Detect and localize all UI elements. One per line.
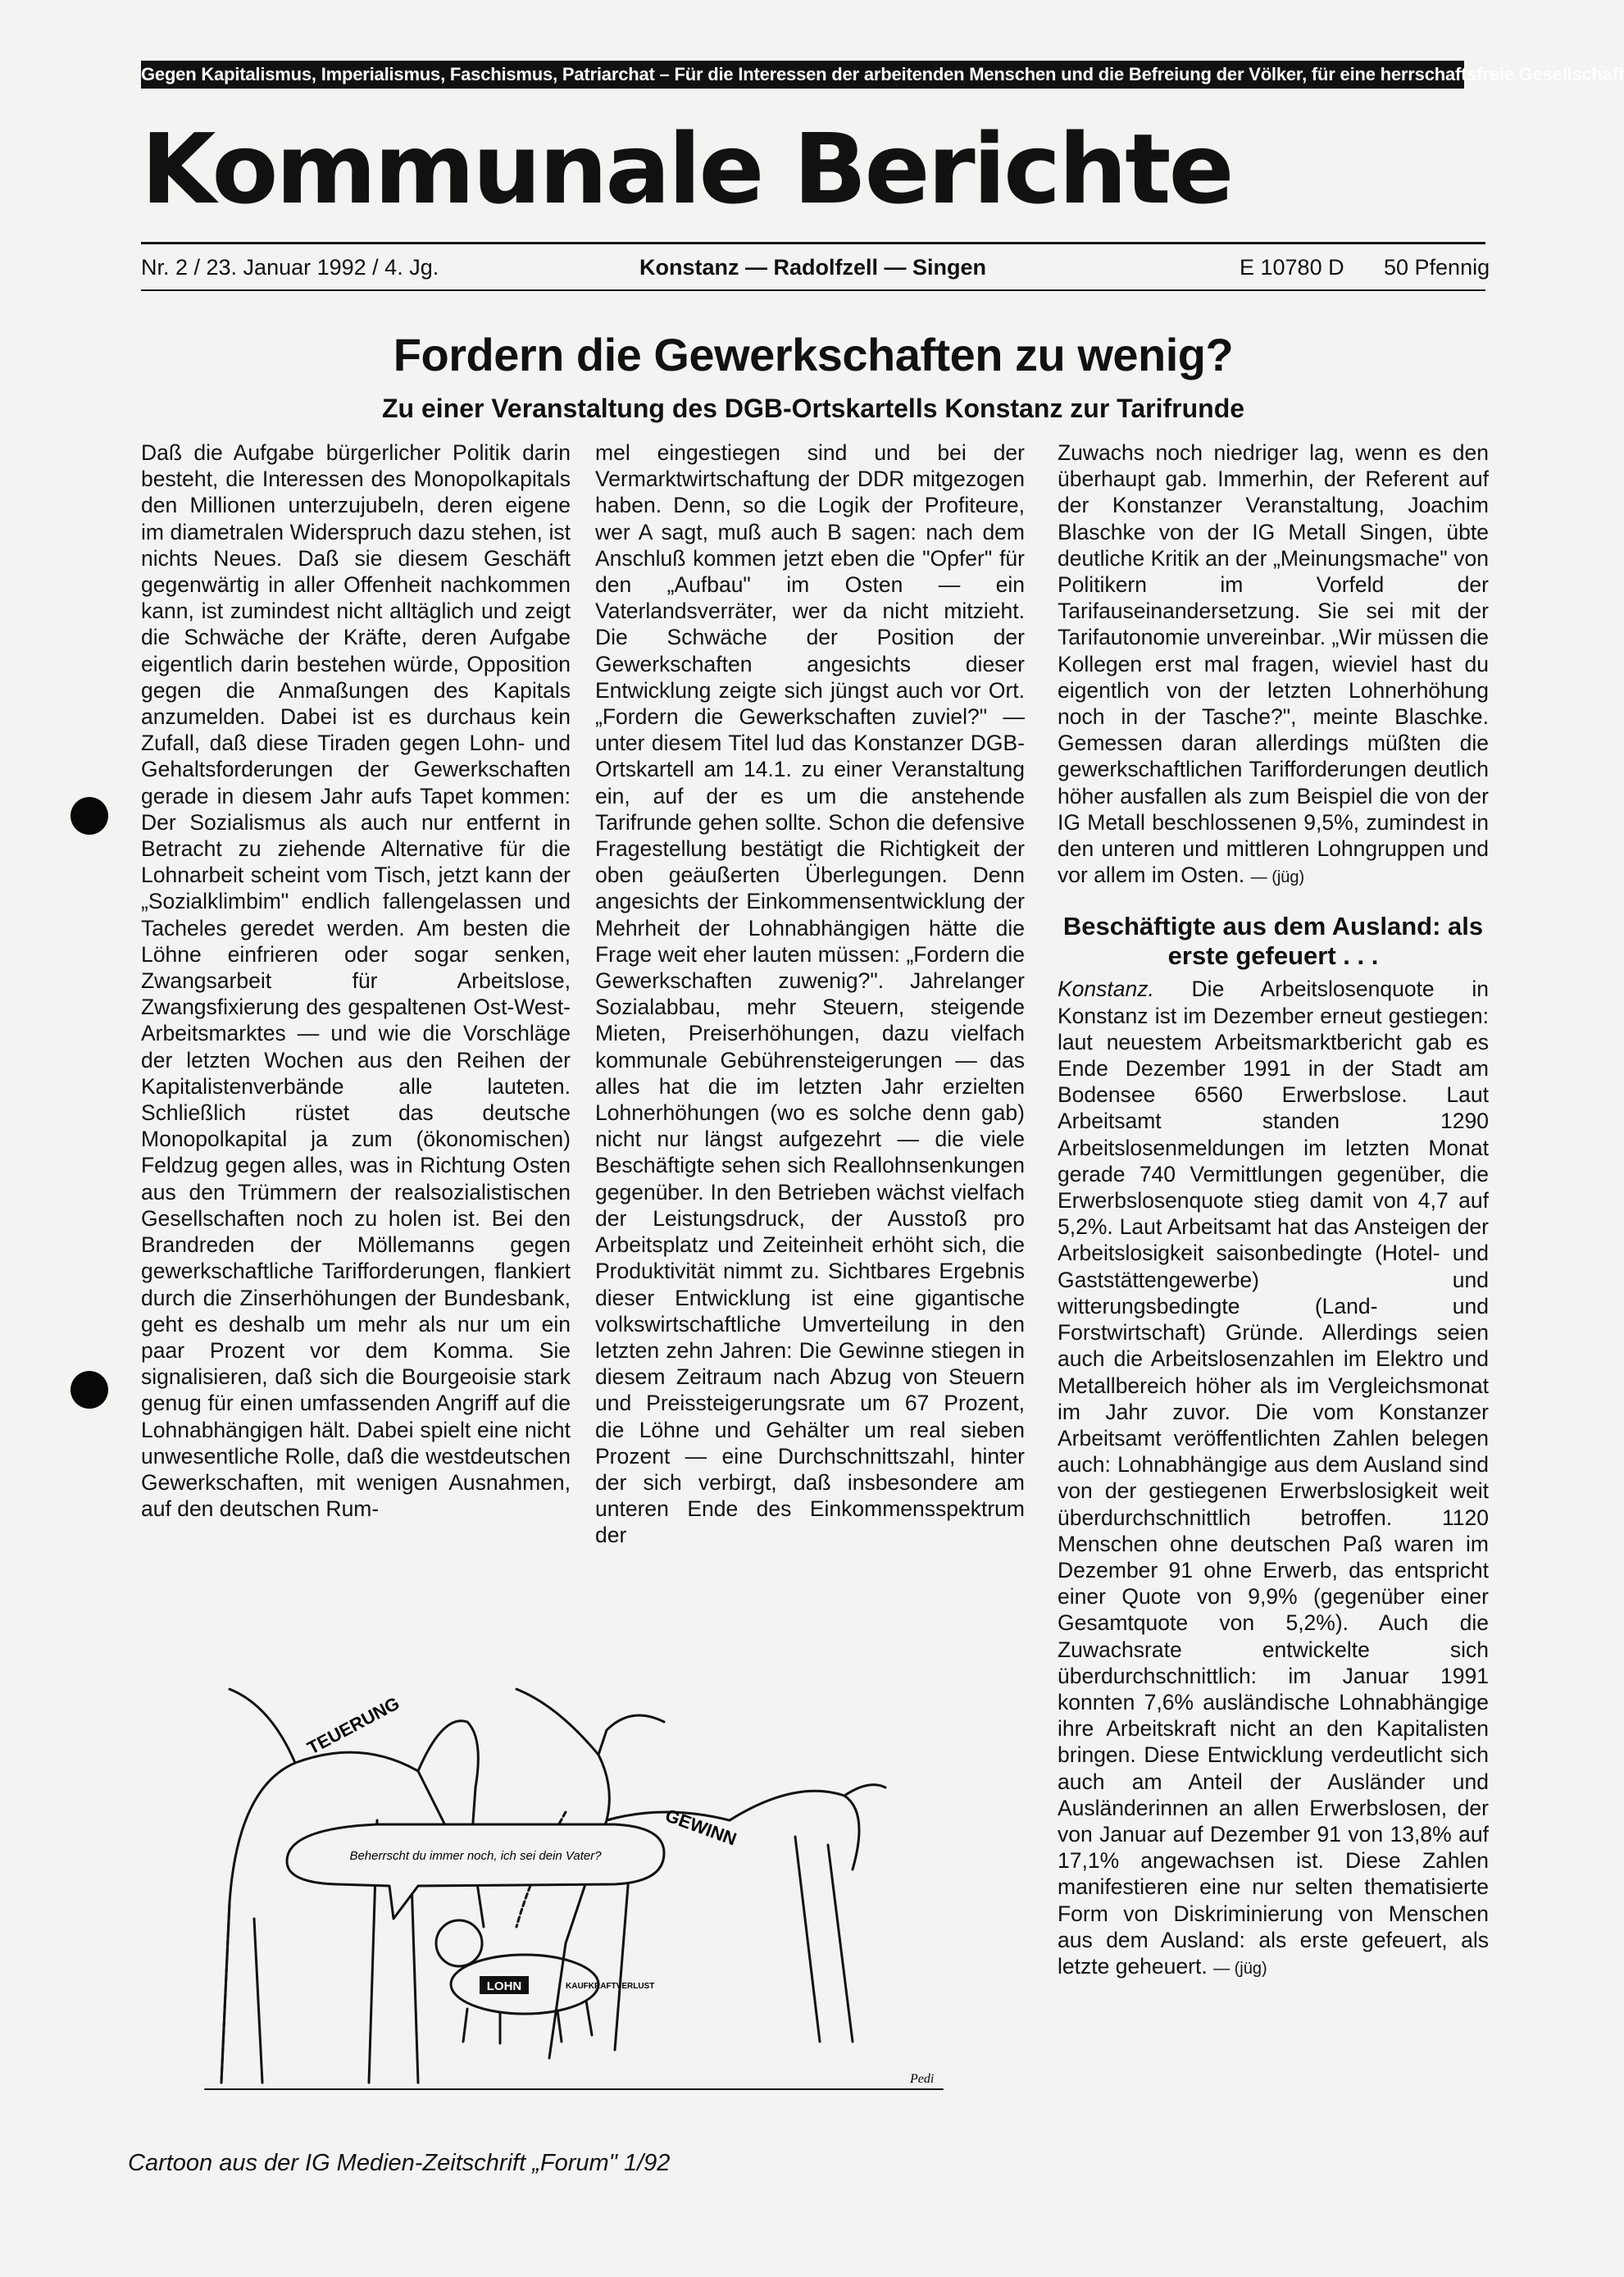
- column-3-text: [1058, 439, 1489, 890]
- masthead-title: Kommunale Berichte: [141, 112, 1232, 225]
- motto-banner: Gegen Kapitalismus, Imperialismus, Faschismus, Patriarchat – Für die Interessen der arbeitenden Menschen und die Befreiung der Völker, für eine herrschaftsfreie Gesellschaft: [141, 61, 1464, 89]
- article-signature: — (jüg): [1250, 868, 1305, 887]
- punch-hole: [71, 797, 108, 835]
- second-article-text: [1058, 976, 1489, 1982]
- price: 50 Pfennig: [1384, 255, 1490, 280]
- edition-places: Konstanz — Radolfzell — Singen: [639, 255, 987, 280]
- column-1-text: Daß die Aufgabe bürgerlicher Politik darin besteht, die Interessen des Monopolkapitals den Millionen unterzujubeln, deren eigene im diametralen Widerspruch dazu stehen, ist nichts Neues. Daß sie diesem Geschäft gegenwärtig in aller Offenheit nachkommen kann, ist zumindest nicht alltäglich und zeigt die Schwäche der Kräfte, deren Aufgabe eigentlich darin bestehen würde, Opposition gegen die Anmaßungen des Kapitals anzumelden. Dabei ist es durchaus kein Zufall, daß diese Tiraden gegen Lohn- und Gehaltsforderungen der Gewerkschaften gerade in diesem Jahr aufs Tapet kommen: Der Sozialismus als auch nur entfernt in Betracht zu ziehende Alternative für die Lohnarbeit scheint vom Tisch, jetzt kann der „Sozialklimbim" endlich fallengelassen und Tacheles geredet werden. Am besten die Löhne einfrieren oder sogar senken, Zwangsarbeit für Arbeitslose, Zwangsfixierung des gespaltenen Ost-West-Arbeitsmarktes — und wie die Vorschläge der letzten Wochen aus den Reihen der Kapitalistenverbände alle lauteten. Schließlich rüstet das deutsche Monopolkapital ja zum (ökonomischen) Feldzug gegen alles, was in Richtung Osten aus den Trümmern der realsozialistischen Gesellschaften noch zu holen ist. Bei den Brandreden der Möllemanns gegen gewerkschaftliche Tarifforderungen, flankiert durch die Zinserhöhungen der Bundesbank, geht es deshalb um mehr als nur um ein paar Prozent vor dem Komma. Sie signalisieren, daß sich die Bourgeoisie stark genug für einen umfassenden Angriff auf die Lohnabhängigen hält. Dabei spielt eine nicht unwesentliche Rolle, daß die westdeutschen Gewerkschaften, mit wenigen Ausnahmen, auf den deutschen Rum-: [141, 440, 571, 1522]
- article-column-2: [595, 439, 1025, 1549]
- second-article-headline: Beschäftigte aus dem Ausland: als erste gefeuert . . .: [1062, 912, 1484, 971]
- masthead-rule-top: [141, 242, 1485, 244]
- article-headline: Fordern die Gewerkschaften zu wenig?: [393, 329, 1234, 380]
- cartoon-speech-text: Beherrscht du immer noch, ich sei dein Vater?: [349, 1849, 602, 1863]
- column-3-body: Zuwachs noch niedriger lag, wenn es den überhaupt gab. Immerhin, der Referent auf der Konstanzer Veranstaltung, Joachim Blaschke von der IG Metall Singen, übte deutliche Kritik an der „Meinungsmache" von Politikern im Vorfeld der Tarifauseinandersetzung. Sie sei mit der Tarifautonomie unvereinbar. „Wir müssen die Kollegen erst mal fragen, wieviel hast du eigentlich von der letzten Lohnerhöhung noch in der Tasche?", meinte Blaschke. Gemessen daran allerdings müßten die gewerkschaftlichen Tarifforderungen deutlich höher ausfallen als zum Beispiel die von der IG Metall beschlossenen 9,5%, zumindest in den unteren und mittleren Lohngruppen und vor allem im Osten.: [1058, 440, 1489, 888]
- cartoon-tag-left: TEUERUNG: [303, 1692, 403, 1759]
- article-column-3: [1058, 439, 1489, 1982]
- cartoon-illustration: [172, 1656, 992, 2115]
- cartoon-tag-right: GEWINN: [662, 1805, 739, 1850]
- article-subheadline: Zu einer Veranstaltung des DGB-Ortskartells Konstanz zur Tarifrunde: [381, 394, 1245, 423]
- cartoon-dog-tag: LOHN: [486, 1979, 522, 1993]
- small-dog-head: [436, 1920, 482, 1966]
- issue-info: Nr. 2 / 23. Januar 1992 / 4. Jg.: [141, 255, 439, 280]
- cartoon-artist-signature: Pedi: [910, 2072, 935, 2086]
- column-2-text: mel eingestiegen sind und bei der Vermarktwirtschaftung der DDR mitgezogen haben. Denn, so die Logik der Profiteure, wer A sagt, muß auch B sagen: nach dem Anschluß kommen jetzt eben die "Opfer" für den „Aufbau" im Osten — ein Vaterlandsverräter, wer da nicht mitzieht. Die Schwäche der Position der Gewerkschaften angesichts dieser Entwicklung zeigte sich jüngst auch vor Ort. „Fordern die Gewerkschaften zuviel?" — unter diesem Titel lud das Konstanzer DGB-Ortskartell am 14.1. zu einer Veranstaltung ein, auf der es um die anstehende Tarifrunde gehen sollte. Schon die defensive Fragestellung bestätigt die Richtigkeit der oben geäußerten Überlegungen. Denn angesichts der Einkommensentwicklung der Mehrheit der Lohnabhängigen hätte die Frage weit eher lauten müssen: „Fordern die Gewerkschaften zuwenig?". Jahrelanger Sozialabbau, mehr Steuern, steigende Mieten, Preiserhöhungen, dazu vielfach kommunale Gebührensteigerungen — das alles hat die im letzten Jahr erzielten Lohnerhöhungen (wo es solche denn gab) nicht nur längst aufgezehrt — die viele Beschäftigte sehen sich Reallohnsenkungen gegenüber. In den Betrieben wächst vielfach der Leistungsdruck, der Ausstoß pro Arbeitsplatz und Zeiteinheit erhöht sich, die Produktivität nimmt zu. Sichtbares Ergebnis dieser Entwicklung ist eine gigantische volkswirtschaftliche Umverteilung in den letzten zehn Jahren: Die Gewinne stiegen in diesem Zeitraum nach Abzug von Steuern und Preissteigerungsrate um 67 Prozent, die Löhne und Gehälter um real sieben Prozent — eine Durchschnittszahl, hinter der sich verbirgt, daß insbesondere am unteren Ende des Einkommensspektrum der: [595, 440, 1025, 1548]
- postal-number: E 10780 D: [1240, 255, 1344, 280]
- article-column-1: [141, 439, 571, 1522]
- second-article-signature: — (jüg): [1213, 1959, 1267, 1978]
- masthead-rule-bottom: [141, 289, 1485, 291]
- cartoon-dog-blanket: KAUFKRAFTVERLUST: [566, 1982, 655, 1991]
- second-article-place: Konstanz.: [1058, 977, 1154, 1002]
- cartoon-caption: Cartoon aus der IG Medien-Zeitschrift „Forum" 1/92: [128, 2150, 671, 2176]
- punch-hole: [71, 1371, 108, 1409]
- speech-bubble: [287, 1824, 664, 1919]
- second-article-body: Die Arbeitslosenquote in Konstanz ist im Dezember erneut gestiegen: laut neuestem Arbeitsmarktbericht gab es Ende Dezember 1991 in der Stadt am Bodensee 6560 Erwerbslose. Laut Arbeitsamt standen 1290 Arbeitslosenmeldungen im letzten Monat gerade 740 Vermittlungen gegenüber, die Erwerbslosenquote stieg damit von 4,7 auf 5,2%. Laut Arbeitsamt hat das Ansteigen der Arbeitslosigkeit saisonbedingte (Hotel- und Gaststättengewerbe) und witterungsbedingte (Land- und Forstwirtschaft) Gründe. Allerdings seien auch die Arbeitslosenzahlen im Elektro und Metallbereich höher als im Vergleichsmonat im Jahr zuvor. Die vom Konstanzer Arbeitsamt veröffentlichten Zahlen belegen auch: Lohnabhängige aus dem Ausland sind von der gestiegenen Erwerbslosigkeit weit überdurchschnittlich betroffen. 1120 Menschen ohne deutschen Paß waren im Dezember 91 ohne Erwerb, das entspricht einer Quote von 9,9% (gegenüber einer Gesamtquote von 5,2%). Auch die Zuwachsrate entwickelte sich überdurchschnittlich: im Januar 1991 konnten 7,6% ausländische Lohnabhängige ihre Arbeitskraft nicht an den Kapitalisten bringen. Diese Entwicklung verdeutlicht sich auch am Anteil der Ausländer und Ausländerinnen an allen Erwerbslosen, der von Januar auf Dezember 91 von 13,8% auf 17,1% angewachsen ist. Diese Zahlen manifestieren eine nur selten thematisierte Form von Diskriminierung von Menschen aus dem Ausland: als erste gefeuert, als letzte geheuert.: [1058, 977, 1489, 1979]
